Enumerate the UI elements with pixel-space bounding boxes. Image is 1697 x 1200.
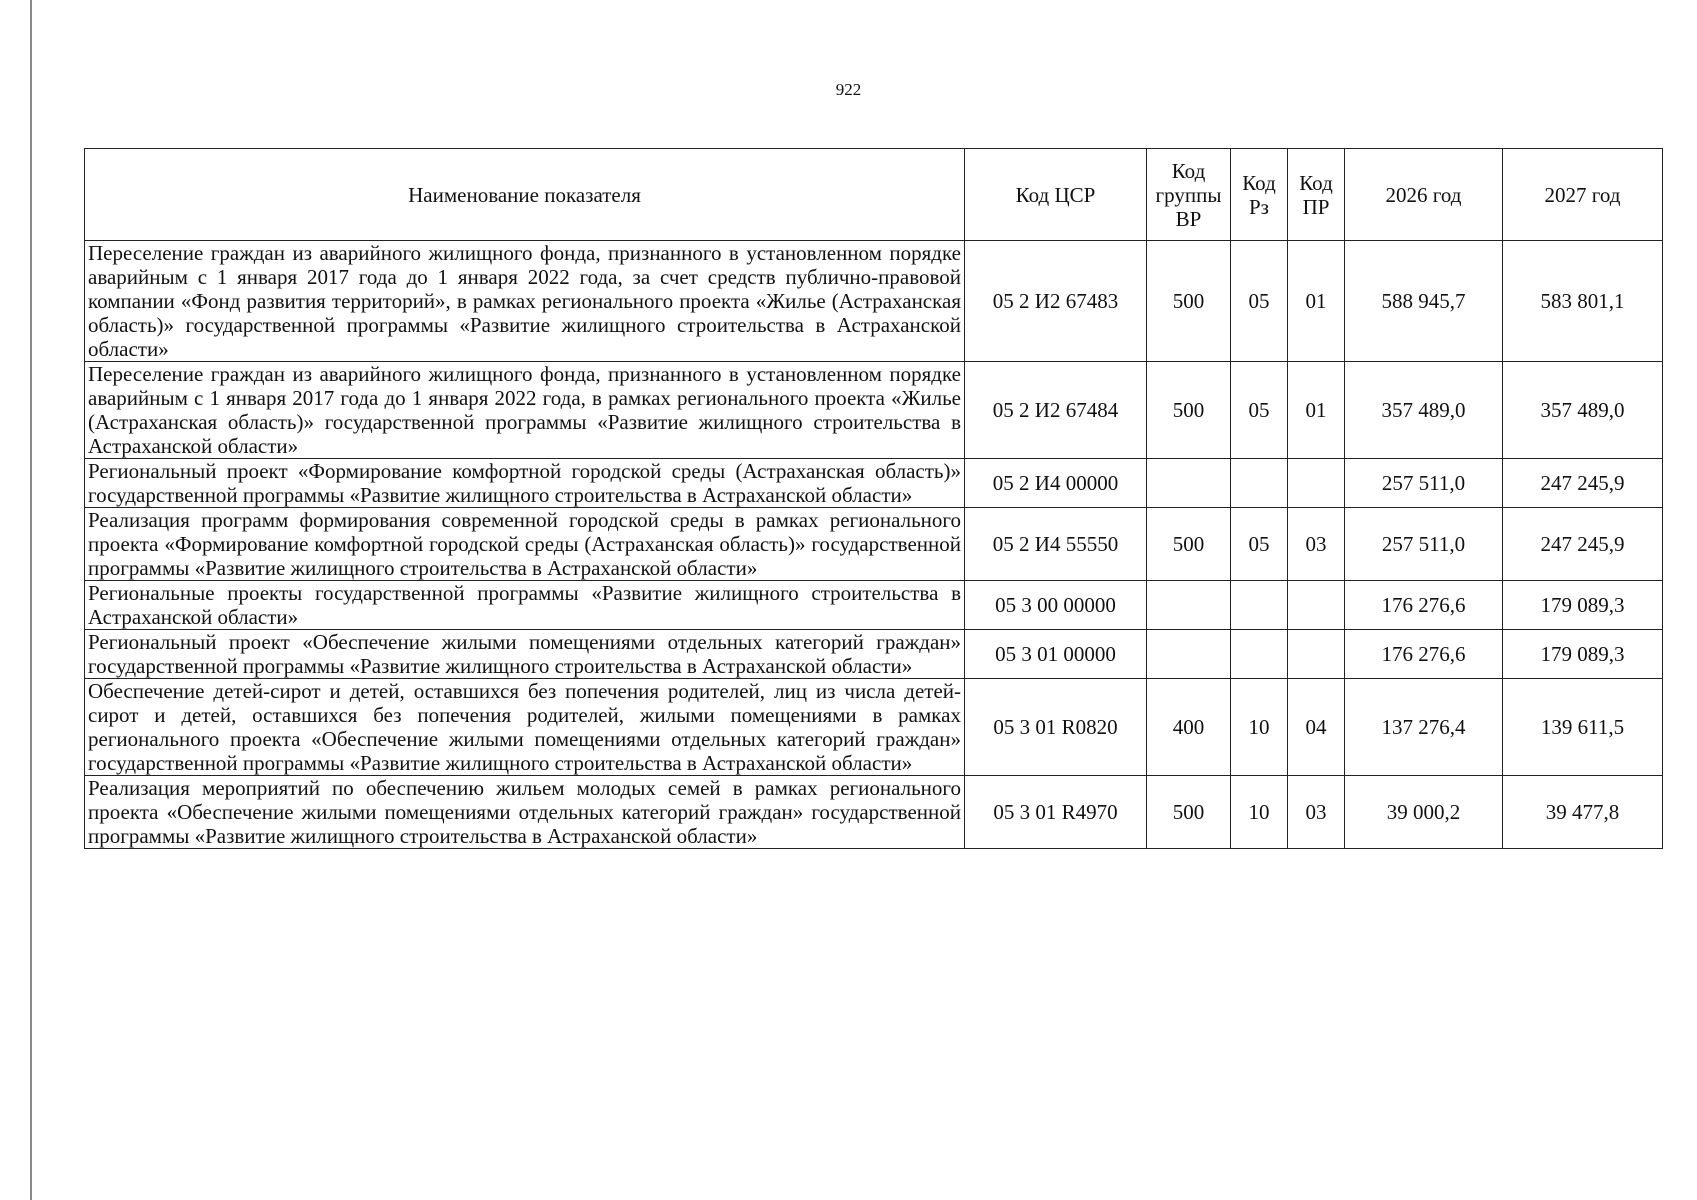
cell-vr xyxy=(1147,459,1231,508)
cell-2027: 39 477,8 xyxy=(1503,776,1663,849)
cell-csr: 05 3 01 00000 xyxy=(965,630,1147,679)
table-row xyxy=(85,362,1663,459)
cell-csr: 05 2 И2 67484 xyxy=(965,362,1147,459)
cell-2027: 179 089,3 xyxy=(1503,581,1663,630)
cell-2027: 583 801,1 xyxy=(1503,241,1663,362)
header-2027: 2027 год xyxy=(1503,149,1663,241)
header-vr: Код группы ВР xyxy=(1147,149,1231,241)
cell-2027: 179 089,3 xyxy=(1503,630,1663,679)
cell-vr: 500 xyxy=(1147,241,1231,362)
cell-vr: 500 xyxy=(1147,776,1231,849)
budget-table xyxy=(84,148,1663,849)
cell-pr xyxy=(1288,459,1345,508)
cell-2026: 257 511,0 xyxy=(1345,508,1503,581)
cell-name: Региональный проект «Обеспечение жилыми помещениями отдельных категорий граждан» государственной программы «Развитие жилищного строительства в Астраханской области» xyxy=(85,630,965,679)
cell-vr xyxy=(1147,630,1231,679)
cell-name: Региональный проект «Формирование комфортной городской среды (Астраханская область)» государственной программы «Развитие жилищного строительства в Астраханской области» xyxy=(85,459,965,508)
cell-2026: 357 489,0 xyxy=(1345,362,1503,459)
cell-2026: 39 000,2 xyxy=(1345,776,1503,849)
cell-csr: 05 2 И4 00000 xyxy=(965,459,1147,508)
cell-rz xyxy=(1231,630,1288,679)
header-pr: Код ПР xyxy=(1288,149,1345,241)
cell-pr: 03 xyxy=(1288,508,1345,581)
cell-2026: 257 511,0 xyxy=(1345,459,1503,508)
table-row xyxy=(85,241,1663,362)
cell-csr: 05 3 01 R4970 xyxy=(965,776,1147,849)
header-csr: Код ЦСР xyxy=(965,149,1147,241)
cell-name: Реализация мероприятий по обеспечению жильем молодых семей в рамках регионального проекта «Обеспечение жилыми помещениями отдельных категорий граждан» государственной программы «Развитие жилищного строительства в Астраханской области» xyxy=(85,776,965,849)
cell-vr: 400 xyxy=(1147,679,1231,776)
cell-2026: 137 276,4 xyxy=(1345,679,1503,776)
cell-rz: 05 xyxy=(1231,362,1288,459)
page-number: 922 xyxy=(835,80,862,99)
header-2026: 2026 год xyxy=(1345,149,1503,241)
header-name: Наименование показателя xyxy=(85,149,965,241)
cell-vr: 500 xyxy=(1147,362,1231,459)
cell-pr: 01 xyxy=(1288,362,1345,459)
cell-rz xyxy=(1231,459,1288,508)
cell-csr: 05 3 01 R0820 xyxy=(965,679,1147,776)
cell-pr: 01 xyxy=(1288,241,1345,362)
table-header-row xyxy=(85,149,1663,241)
cell-name: Переселение граждан из аварийного жилищного фонда, признанного в установленном порядке аварийным с 1 января 2017 года до 1 января 2022 года, в рамках регионального проекта «Жилье (Астраханская область)» государственной программы «Развитие жилищного строительства в Астраханской области» xyxy=(85,362,965,459)
cell-rz xyxy=(1231,581,1288,630)
header-rz: Код Рз xyxy=(1231,149,1288,241)
cell-rz: 05 xyxy=(1231,508,1288,581)
table-row xyxy=(85,630,1663,679)
cell-rz: 10 xyxy=(1231,679,1288,776)
cell-2026: 176 276,6 xyxy=(1345,630,1503,679)
cell-csr: 05 2 И2 67483 xyxy=(965,241,1147,362)
cell-2026: 176 276,6 xyxy=(1345,581,1503,630)
table-row xyxy=(85,679,1663,776)
cell-2027: 247 245,9 xyxy=(1503,508,1663,581)
cell-name: Обеспечение детей-сирот и детей, оставшихся без попечения родителей, лиц из числа детей-сирот и детей, оставшихся без попечения родителей, жилыми помещениями в рамках регионального проекта «Обеспечение жилыми помещениями отдельных категорий граждан» государственной программы «Развитие жилищного строительства в Астраханской области» xyxy=(85,679,965,776)
cell-pr xyxy=(1288,630,1345,679)
cell-csr: 05 2 И4 55550 xyxy=(965,508,1147,581)
table-row xyxy=(85,508,1663,581)
cell-name: Переселение граждан из аварийного жилищного фонда, признанного в установленном порядке аварийным с 1 января 2017 года до 1 января 2022 года, за счет средств публично-правовой компании «Фонд развития территорий», в рамках регионального проекта «Жилье (Астраханская область)» государственной программы «Развитие жилищного строительства в Астраханской области» xyxy=(85,241,965,362)
cell-pr: 03 xyxy=(1288,776,1345,849)
cell-2027: 247 245,9 xyxy=(1503,459,1663,508)
cell-2026: 588 945,7 xyxy=(1345,241,1503,362)
cell-pr xyxy=(1288,581,1345,630)
cell-rz: 10 xyxy=(1231,776,1288,849)
cell-2027: 357 489,0 xyxy=(1503,362,1663,459)
cell-vr: 500 xyxy=(1147,508,1231,581)
cell-rz: 05 xyxy=(1231,241,1288,362)
cell-pr: 04 xyxy=(1288,679,1345,776)
cell-2027: 139 611,5 xyxy=(1503,679,1663,776)
table-row xyxy=(85,776,1663,849)
table-row xyxy=(85,581,1663,630)
cell-vr xyxy=(1147,581,1231,630)
page-margin-line xyxy=(30,0,32,1200)
table-row xyxy=(85,459,1663,508)
cell-name: Региональные проекты государственной программы «Развитие жилищного строительства в Астраханской области» xyxy=(85,581,965,630)
cell-name: Реализация программ формирования современной городской среды в рамках регионального проекта «Формирование комфортной городской среды (Астраханская область)» государственной программы «Развитие жилищного строительства в Астраханской области» xyxy=(85,508,965,581)
cell-csr: 05 3 00 00000 xyxy=(965,581,1147,630)
